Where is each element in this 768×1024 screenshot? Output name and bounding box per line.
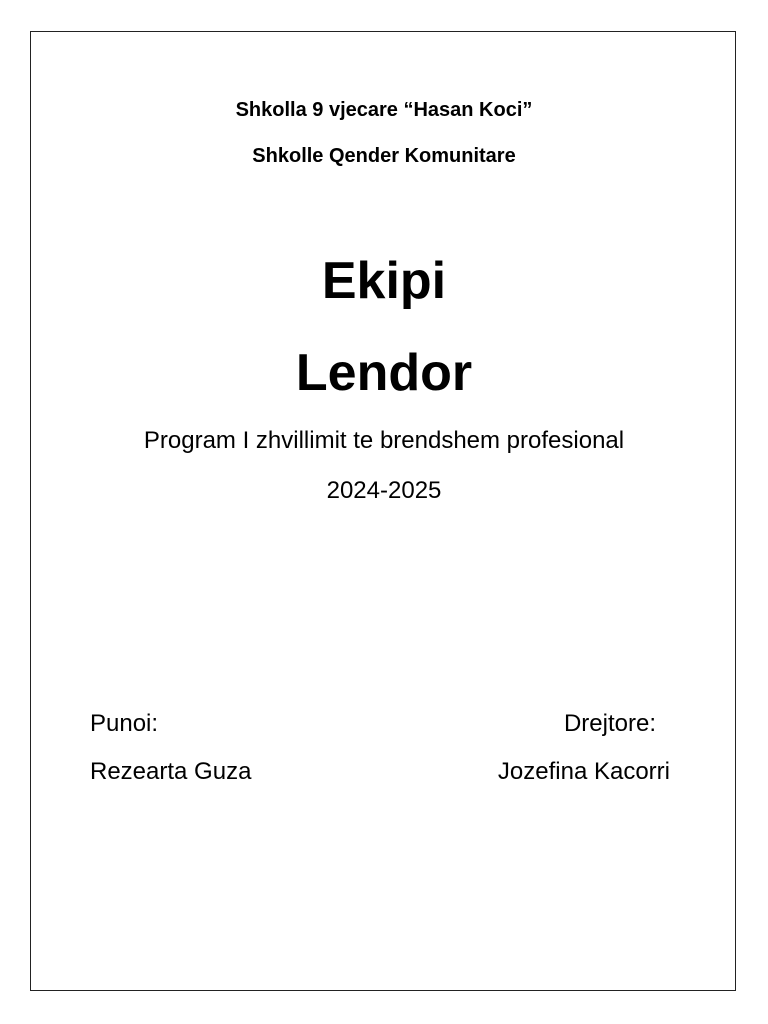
program-subtitle: Program I zhvillimit te brendshem profesional xyxy=(143,427,625,454)
director-label: Drejtore: xyxy=(563,710,656,737)
school-type: Shkolle Qender Komunitare xyxy=(252,145,516,167)
director-name: Jozefina Kacorri xyxy=(497,758,670,785)
author-label: Punoi: xyxy=(90,710,159,737)
document-title-line-1: Ekipi xyxy=(321,252,447,310)
page-border xyxy=(30,31,736,991)
school-name: Shkolla 9 vjecare “Hasan Koci” xyxy=(235,99,533,121)
author-name: Rezearta Guza xyxy=(90,758,252,785)
academic-year: 2024-2025 xyxy=(326,477,442,504)
document-title-line-2: Lendor xyxy=(295,344,473,402)
